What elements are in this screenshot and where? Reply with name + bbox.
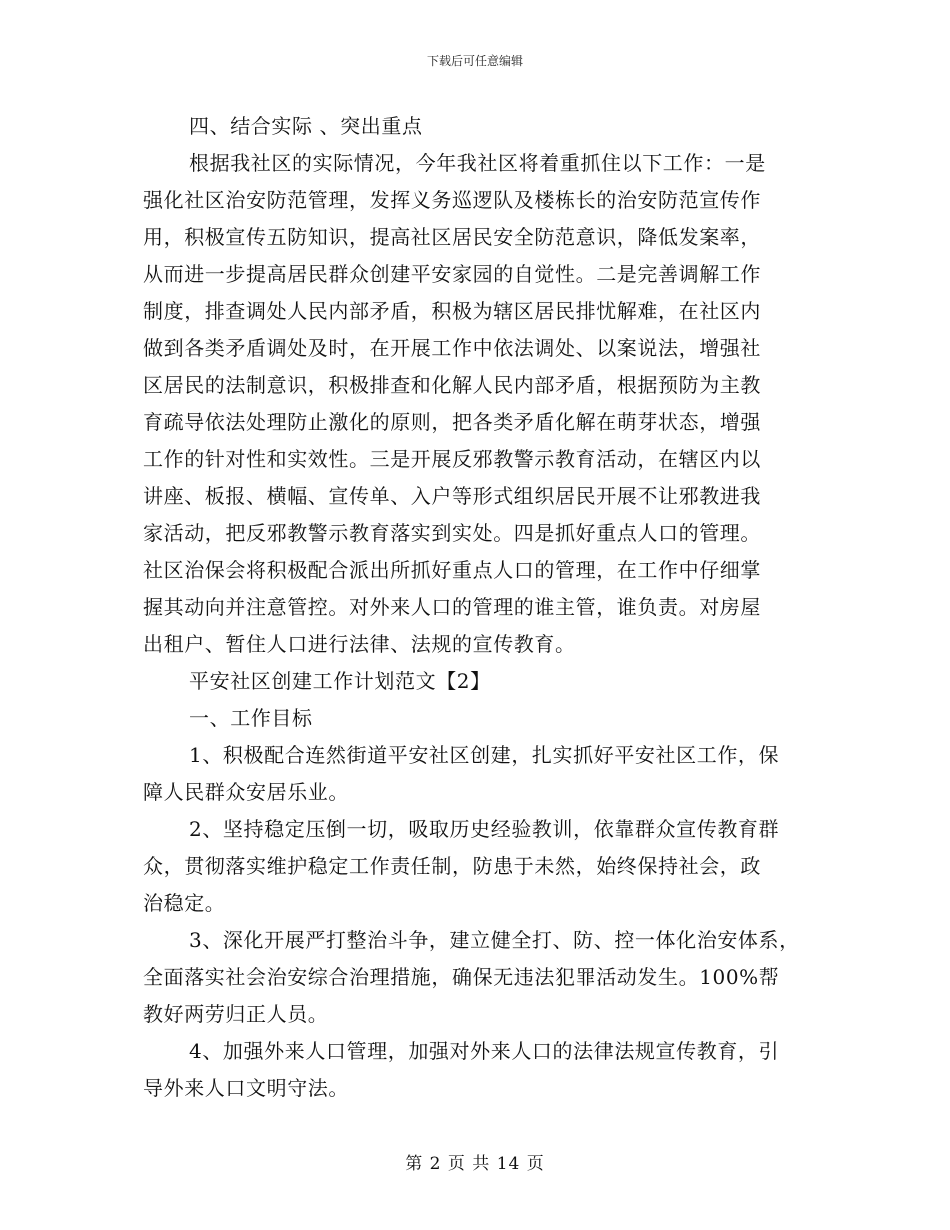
list-item-line: 2、坚持稳定压倒一切，吸取历史经验教训，依靠群众宣传教育群 bbox=[189, 817, 780, 841]
paragraph-line: 讲座、板报、横幅、宣传单、入户等形式组织居民开展不让邪教进我 bbox=[143, 484, 761, 508]
paragraph-line: 社区治保会将积极配合派出所抓好重点人口的管理，在工作中仔细掌 bbox=[143, 558, 761, 582]
list-item-line: 全面落实社会治安综合治理措施，确保无违法犯罪活动发生。100%帮 bbox=[143, 965, 780, 989]
paragraph-line: 做到各类矛盾调处及时，在开展工作中依法调处、以案说法，增强社 bbox=[143, 336, 761, 360]
paragraph-line: 育疏导依法处理防止激化的原则，把各类矛盾化解在萌芽状态，增强 bbox=[143, 410, 761, 434]
paragraph-line: 出租户、暂住人口进行法律、法规的宣传教育。 bbox=[143, 632, 576, 656]
list-item-line: 教好两劳归正人员。 bbox=[143, 1002, 329, 1026]
list-item-line: 4、加强外来人口管理，加强对外来人口的法律法规宣传教育，引 bbox=[189, 1039, 780, 1063]
paragraph-line: 握其动向并注意管控。对外来人口的管理的谁主管，谁负责。对房屋 bbox=[143, 595, 761, 619]
list-item-line: 1、积极配合连然街道平安社区创建，扎实抓好平安社区工作，保 bbox=[189, 743, 780, 767]
list-item-line: 治稳定。 bbox=[143, 891, 226, 915]
list-item-line: 3、深化开展严打整治斗争，建立健全打、防、控一体化治安体系， bbox=[189, 928, 800, 952]
document-body bbox=[143, 108, 823, 1107]
paragraph-line: 根据我社区的实际情况，今年我社区将着重抓住以下工作：一是 bbox=[189, 151, 766, 175]
paragraph-line: 从而进一步提高居民群众创建平安家园的自觉性。二是完善调解工作 bbox=[143, 262, 761, 286]
paragraph-line: 用，积极宣传五防知识，提高社区居民安全防范意识，降低发案率， bbox=[143, 225, 761, 249]
paragraph-line: 区居民的法制意识，积极排查和化解人民内部矛盾，根据预防为主教 bbox=[143, 373, 761, 397]
list-item-line: 障人民群众安居乐业。 bbox=[143, 780, 349, 804]
section-heading: 一、工作目标 bbox=[189, 706, 313, 730]
paragraph-line: 制度，排查调处人民内部矛盾，积极为辖区居民排忧解难，在社区内 bbox=[143, 299, 761, 323]
paragraph-line: 工作的针对性和实效性。三是开展反邪教警示教育活动，在辖区内以 bbox=[143, 447, 761, 471]
paragraph-line: 强化社区治安防范管理，发挥义务巡逻队及楼栋长的治安防范宣传作 bbox=[143, 188, 761, 212]
document-title: 平安社区创建工作计划范文【2】 bbox=[189, 669, 491, 693]
page-number: 第 2 页 共 14 页 bbox=[405, 1154, 545, 1174]
list-item-line: 众，贯彻落实维护稳定工作责任制，防患于未然，始终保持社会，政 bbox=[143, 854, 761, 878]
section-heading: 四、结合实际 、突出重点 bbox=[189, 114, 423, 138]
paragraph-line: 家活动，把反邪教警示教育落实到实处。四是抓好重点人口的管理。 bbox=[143, 521, 761, 545]
list-item-line: 导外来人口文明守法。 bbox=[143, 1076, 349, 1100]
page-header-note: 下载后可任意编辑 bbox=[426, 54, 523, 68]
